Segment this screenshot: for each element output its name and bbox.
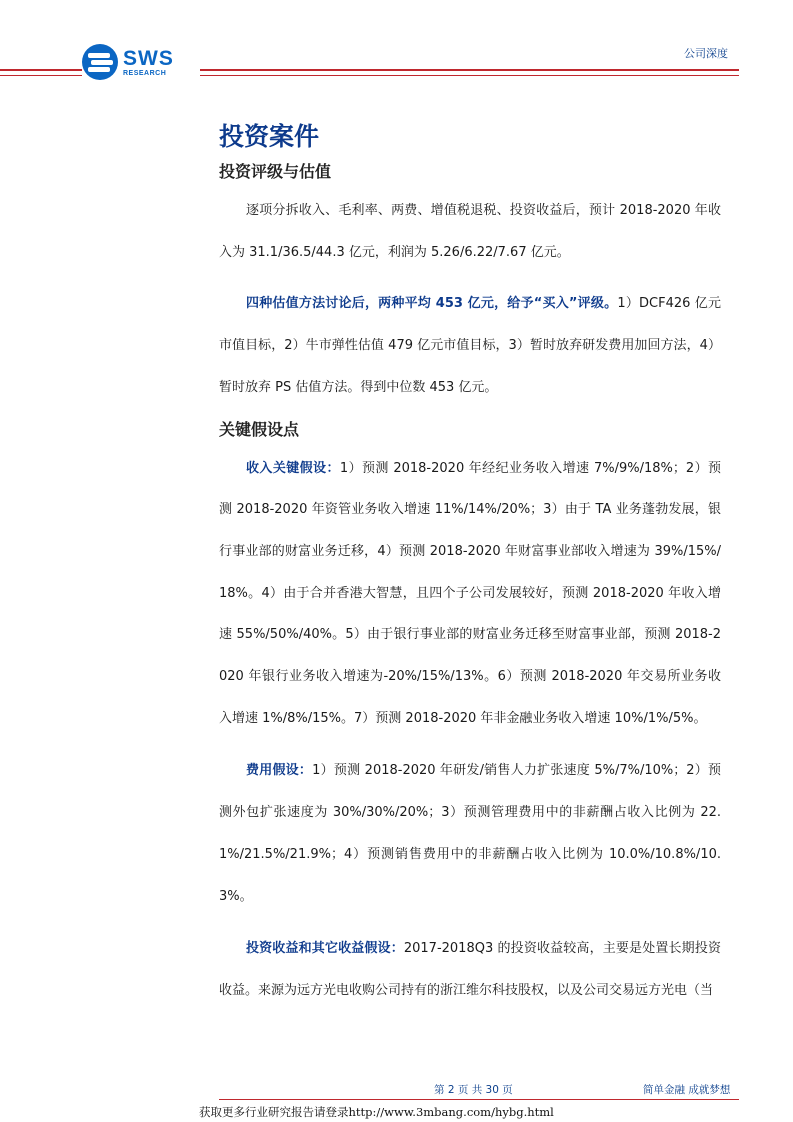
page-header [0,0,793,90]
logo-sub-text: RESEARCH [123,69,167,77]
cost-assumptions-highlight: 费用假设： [246,763,313,779]
footer-slogan: 简单金融 成就梦想 [643,1084,731,1096]
header-rule-right [200,69,739,76]
investment-income-highlight: 投资收益和其它收益假设： [246,941,404,957]
revenue-assumptions-highlight: 收入关键假设： [246,460,340,476]
paragraph-valuation [219,283,721,408]
paragraph-investment-income [219,928,721,1011]
investment-income-body: 2017-2018Q3 的投资收益较高，主要是处置长期投资收益。来源为远方光电收购公司持有的浙江维尔科技股权，以及公司交易远方光电（当 [219,941,721,998]
main-content [219,120,721,1012]
sws-logo [82,44,174,80]
cost-assumptions-body: 1）预测 2018-2020 年研发/销售人力扩张速度 5%/7%/10%；2）预测外包扩张速度为 30%/30%/20%；3）预测管理费用中的非薪酬占收入比例为 22.1%/21.5%/21.9%；4）预测销售费用中的非薪酬占收入比例为 10.0%/10.8%/10.3%。 [219,763,721,904]
paragraph-cost-assumptions [219,750,721,917]
logo-main-text: SWS [123,46,174,70]
valuation-body: 1）DCF426 亿元市值目标，2）牛市弹性估值 479 亿元市值目标，3）暂时放弃研发费用加回方法，4）暂时放弃 PS 估值方法。得到中位数 453 亿元。 [219,296,721,395]
sws-logo-icon [82,44,118,80]
page-number: 第 2 页 共 30 页 [434,1084,513,1096]
revenue-assumptions-body: 1）预测 2018-2020 年经纪业务收入增速 7%/9%/18%；2）预测 2018-2020 年资管业务收入增速 11%/14%/20%；3）由于 TA 业务蓬勃发展，银行事业部的财富业务迁移，4）预测 2018-2020 年财富事业部收入增速为 39%/15%/18%。4）由于合并香港大智慧，且四个子公司发展较好，预测 2018-2020 年收入增速 55%/50%/40%。5）由于银行事业部的财富业务迁移至财富事业部，预测 2018-2020 年银行业务收入增速为-20%/15%/13%。6）预测 2018-2020 年交易所业务收入增速 1%/8%/15%。7）预测 2018-2020 年非金融业务收入增速 10%/1%/5%。 [219,460,721,726]
footer-rule [219,1099,739,1100]
header-rule-left [0,69,82,76]
section-heading-assumptions: 关键假设点 [219,419,300,439]
paragraph-forecast: 逐项分拆收入、毛利率、两费、增值税退税、投资收益后，预计 2018-2020 年收入为 31.1/36.5/44.3 亿元，利润为 5.26/6.22/7.67 亿元。 [219,203,721,260]
report-type-tag: 公司深度 [684,47,728,60]
footer-link[interactable]: 获取更多行业研究报告请登录http://www.3mbang.com/hybg.html [199,1105,554,1119]
section-heading-rating: 投资评级与估值 [219,162,332,181]
page-title: 投资案件 [219,122,320,151]
valuation-highlight: 四种估值方法讨论后，两种平均 453 亿元，给予“买入”评级。 [246,296,618,312]
paragraph-revenue-assumptions [219,448,721,740]
